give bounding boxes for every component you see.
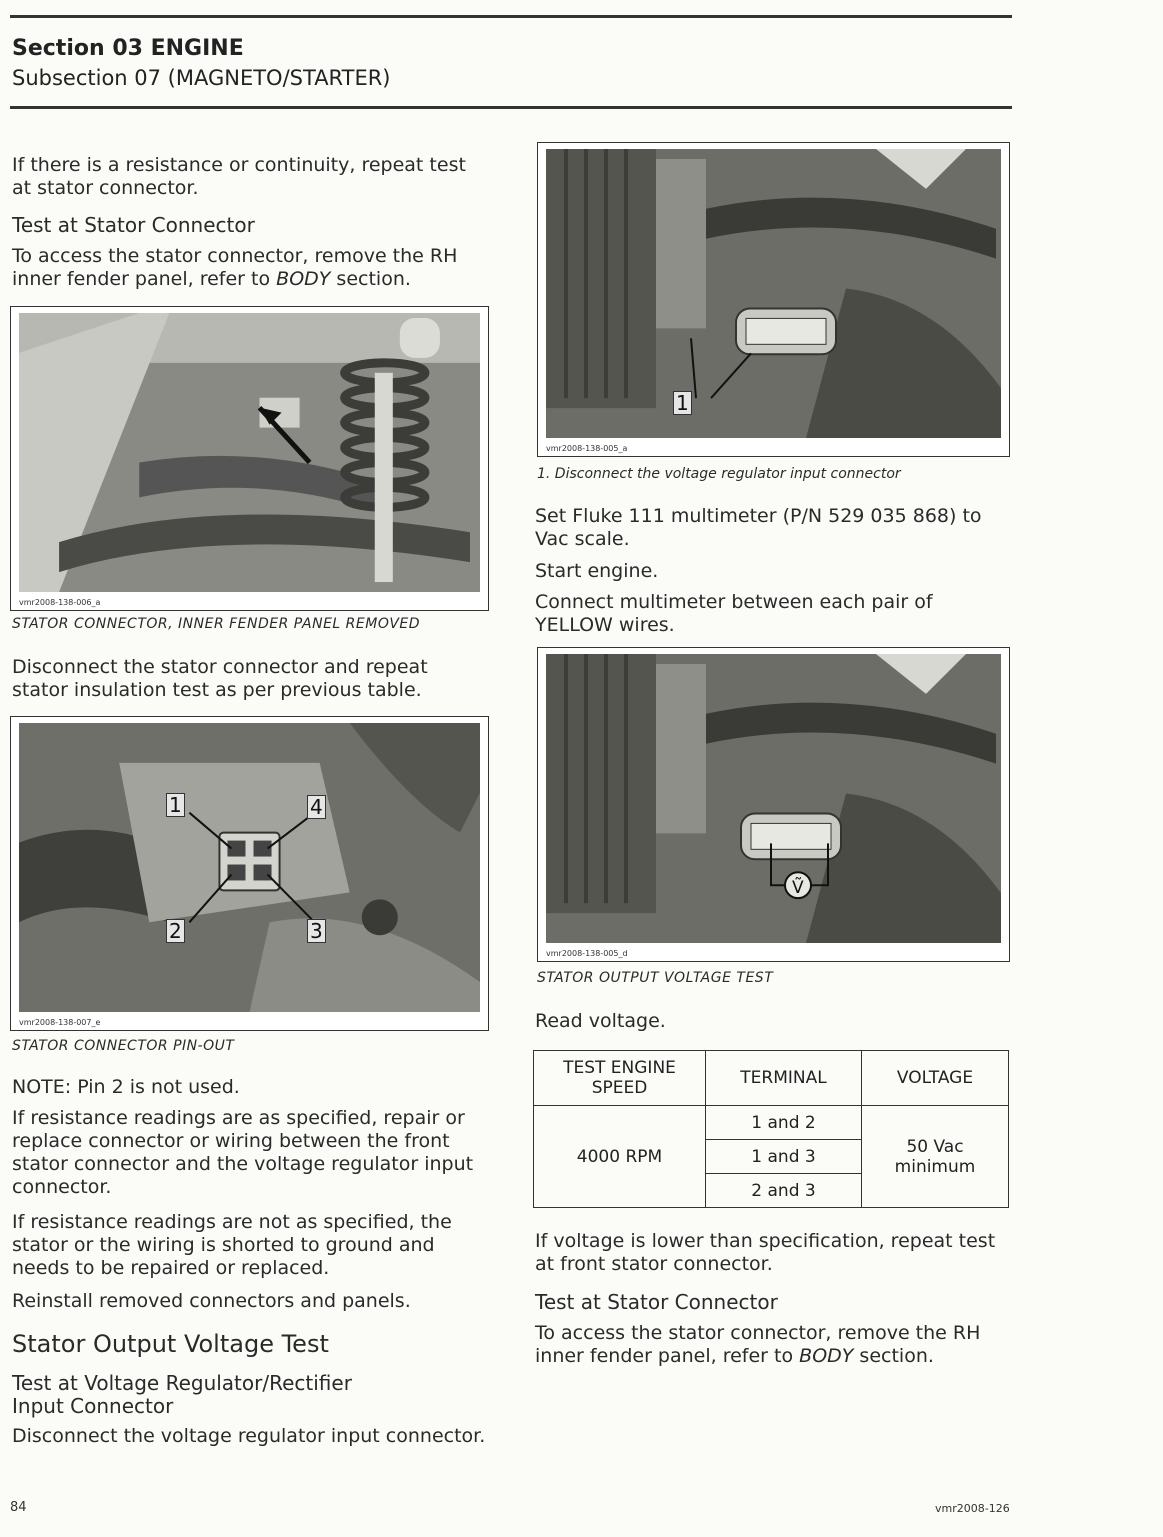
heading-test-regulator	[12, 1372, 488, 1418]
left-paragraph-5: If resistance readings are not as specified, the stator or the wiring is shorted to ground and needs to be repaired or replaced.	[12, 1211, 452, 1279]
left-paragraph-1: If there is a resistance or continuity, repeat test at stator connector.	[12, 154, 466, 199]
note-pin-2: NOTE: Pin 2 is not used.	[12, 1076, 240, 1098]
right-paragraph-1: Set Fluke 111 multimeter (P/N 529 035 868) to Vac scale.	[535, 505, 982, 550]
left-heading-test-stator: Test at Stator Connector	[12, 213, 255, 237]
subsection-heading: Subsection 07 (MAGNETO/STARTER)	[12, 66, 391, 90]
right-paragraph-2: Start engine.	[535, 560, 659, 582]
pin-label-1: 1	[166, 793, 185, 817]
heading-stator-output-voltage-test: Stator Output Voltage Test	[12, 1330, 329, 1358]
left-paragraph-6: Reinstall removed connectors and panels.	[12, 1290, 411, 1312]
right-paragraph-6	[535, 1322, 1009, 1368]
figure-3-id: vmr2008-138-005_a	[546, 444, 628, 453]
figure-output-voltage-test	[537, 647, 1010, 962]
right-p6-text-b: section.	[853, 1345, 934, 1367]
photo-stator-connector	[19, 723, 480, 1012]
header-voltage: VOLTAGE	[862, 1051, 1009, 1106]
pin-label-3: 3	[307, 919, 326, 943]
header-terminal: TERMINAL	[706, 1051, 862, 1106]
figure-1-id: vmr2008-138-006_a	[19, 598, 101, 607]
table-row	[534, 1106, 1009, 1140]
cell-engine-speed: 4000 RPM	[534, 1106, 706, 1208]
left-paragraph-3: Disconnect the stator connector and repeat stator insulation test as per previous table.	[12, 656, 428, 701]
figure-2-id: vmr2008-138-007_e	[19, 1018, 101, 1027]
figure-2-caption: STATOR CONNECTOR PIN-OUT	[12, 1038, 235, 1054]
section-heading	[12, 36, 244, 61]
photo-output-voltage-test	[546, 654, 1001, 943]
figure-regulator-connector	[537, 142, 1010, 457]
section-number: 03	[112, 36, 143, 61]
figure-1-caption: STATOR CONNECTOR, INNER FENDER PANEL REMOVED	[12, 616, 421, 632]
header-test-engine-speed: TEST ENGINE SPEED	[534, 1051, 706, 1106]
left-paragraph-4: If resistance readings are as specified, repair or replace connector or wiring between the front stator connector and the voltage regulator input connector.	[12, 1107, 474, 1198]
figure-4-caption: STATOR OUTPUT VOLTAGE TEST	[537, 970, 774, 986]
right-heading-test-stator: Test at Stator Connector	[535, 1290, 778, 1314]
left-paragraph-7: Disconnect the voltage regulator input connector.	[12, 1425, 486, 1447]
regulator-label-1: 1	[673, 391, 692, 415]
document-id: vmr2008-126	[935, 1502, 1010, 1515]
figure-3-caption: 1. Disconnect the voltage regulator input connector	[537, 466, 901, 482]
section-title: ENGINE	[150, 36, 244, 61]
header-rule	[10, 106, 1012, 109]
voltage-spec-table	[533, 1050, 1009, 1208]
heading-test-regulator-line1: Test at Voltage Regulator/Rectifier	[12, 1371, 352, 1395]
photo-regulator-connector	[546, 149, 1001, 438]
right-paragraph-5: If voltage is lower than specification, repeat test at front stator connector.	[535, 1230, 996, 1275]
left-paragraph-2	[12, 245, 488, 291]
right-p6-text-a: To access the stator connector, remove the RH inner fender panel, refer to	[535, 1322, 981, 1367]
left-p2-body-ref: BODY	[276, 268, 331, 290]
right-paragraph-3: Connect multimeter between each pair of YELLOW wires.	[535, 591, 933, 636]
cell-terminal-2-3: 2 and 3	[706, 1174, 862, 1208]
figure-stator-connector-fender	[10, 306, 489, 611]
left-p2-text-a: To access the stator connector, remove the RH inner fender panel, refer to	[12, 245, 458, 290]
left-p2-text-b: section.	[330, 268, 411, 290]
photo-fender-area	[19, 313, 480, 592]
figure-stator-pinout	[10, 716, 489, 1031]
voltmeter-symbol: Ṽ	[792, 878, 804, 898]
heading-test-regulator-line2: Input Connector	[12, 1394, 174, 1418]
table-header-row	[534, 1051, 1009, 1106]
right-p6-body-ref: BODY	[799, 1345, 854, 1367]
right-paragraph-4: Read voltage.	[535, 1010, 666, 1032]
section-label: Section	[12, 36, 105, 61]
page-number: 84	[10, 1500, 27, 1515]
cell-terminal-1-3: 1 and 3	[706, 1140, 862, 1174]
cell-terminal-1-2: 1 and 2	[706, 1106, 862, 1140]
pin-label-4: 4	[307, 795, 326, 819]
figure-4-id: vmr2008-138-005_d	[546, 949, 628, 958]
cell-voltage: 50 Vac minimum	[862, 1106, 1009, 1208]
top-rule	[10, 15, 1012, 18]
pin-label-2: 2	[166, 919, 185, 943]
